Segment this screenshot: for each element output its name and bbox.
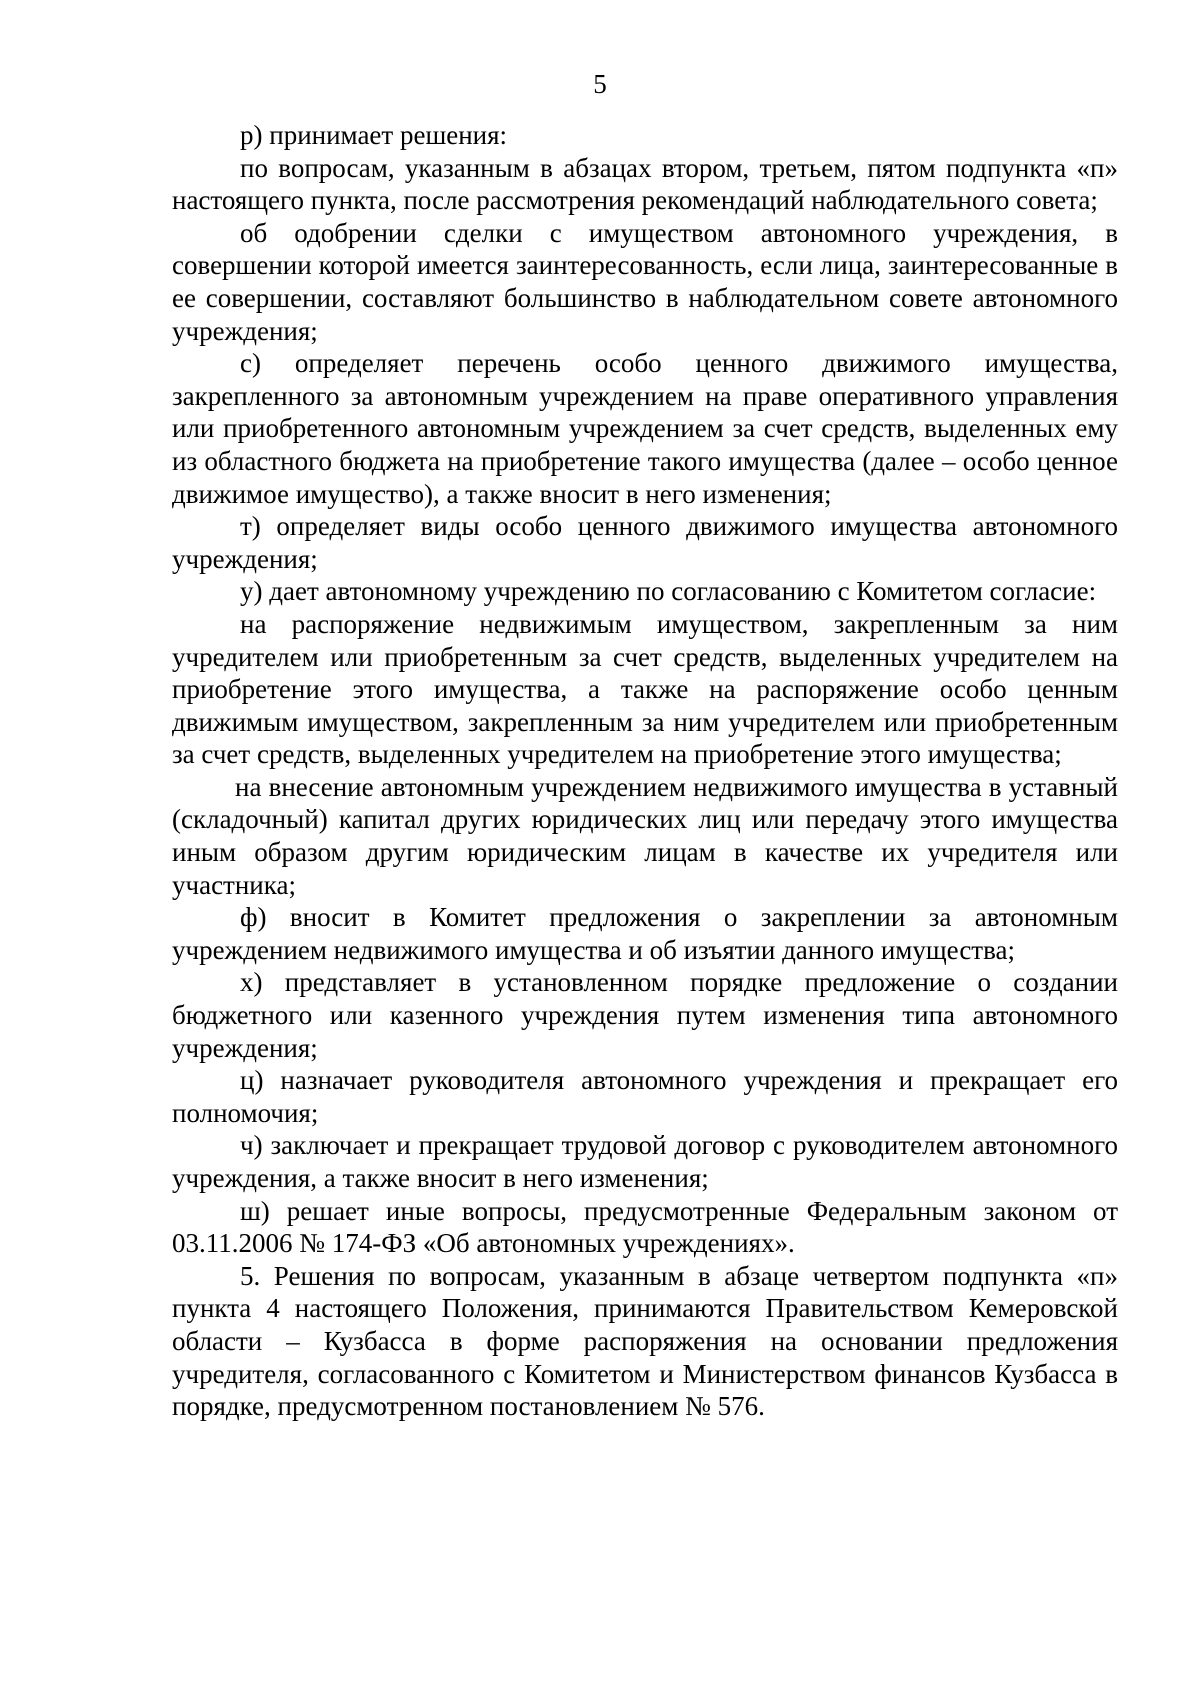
paragraph-t: т) определяет виды особо ценного движимого имущества автономного учреждения;	[172, 511, 1118, 574]
paragraph-ch: ч) заключает и прекращает трудовой договор с руководителем автономного учреждения, а также вносит в него изменения;	[172, 1130, 1118, 1193]
paragraph-u-disposal: на распоряжение недвижимым имуществом, закрепленным за ним учредителем или приобретенным за счет средств, выделенных учредителем на приобретение этого имущества, а также на распоряжение особо ценным движимым имуществом, закрепленным за ним учредителем или приобретенным за счет средств, выделенных учредителем на приобретение этого имущества;	[172, 608, 1118, 770]
paragraph-f: ф) вносит в Комитет предложения о закреплении за автономным учреждением недвижимого имущества и об изъятии данного имущества;	[172, 902, 1118, 965]
paragraph-sh: ш) решает иные вопросы, предусмотренные Федеральным законом от 03.11.2006 № 174-ФЗ «Об автономных учреждениях».	[172, 1195, 1118, 1259]
paragraph-s: с) определяет перечень особо ценного движимого имущества, закрепленного за автономным учреждением на праве оперативного управления или приобретенного автономным учреждением за счет средств, выделенных ему из областного бюджета на приобретение такого имущества (далее – особо ценное движимое имущество), а также вносит в него изменения;	[172, 348, 1118, 509]
paragraph-u: у) дает автономному учреждению по согласованию с Комитетом согласие:	[240, 576, 1097, 607]
document-body	[172, 119, 1118, 1423]
paragraph-kh: х) представляет в установленном порядке предложение о создании бюджетного или казенного учреждения путем изменения типа автономного учреждения;	[172, 967, 1118, 1063]
paragraph-r: р) принимает решения:	[240, 120, 508, 150]
paragraph-u-contribution: на внесение автономным учреждением недвижимого имущества в уставный (складочный) капитал других юридических лиц или передачу этого имущества иным образом другим юридическим лицам в качестве их учредителя или участника;	[172, 771, 1118, 900]
paragraph-r-questions: по вопросам, указанным в абзацах втором, третьем, пятом подпункта «п» настоящего пункта, после рассмотрения рекомендаций наблюдательного совета;	[172, 152, 1118, 216]
paragraph-ts: ц) назначает руководителя автономного учреждения и прекращает его полномочия;	[172, 1065, 1118, 1128]
page-number: 5	[593, 69, 607, 99]
paragraph-5: 5. Решения по вопросам, указанным в абзаце четвертом подпункта «п» пункта 4 настоящего Положения, принимаются Правительством Кемеровской области – Кузбасса в форме распоряжения на основании предложения учредителя, согласованного с Комитетом и Министерством финансов Кузбасса в порядке, предусмотренном постановлением № 576.	[172, 1260, 1118, 1422]
paragraph-r-approval: об одобрении сделки с имуществом автономного учреждения, в совершении которой имеется заинтересованность, если лица, заинтересованные в ее совершении, составляют большинство в наблюдательном совете автономного учреждения;	[172, 217, 1118, 346]
